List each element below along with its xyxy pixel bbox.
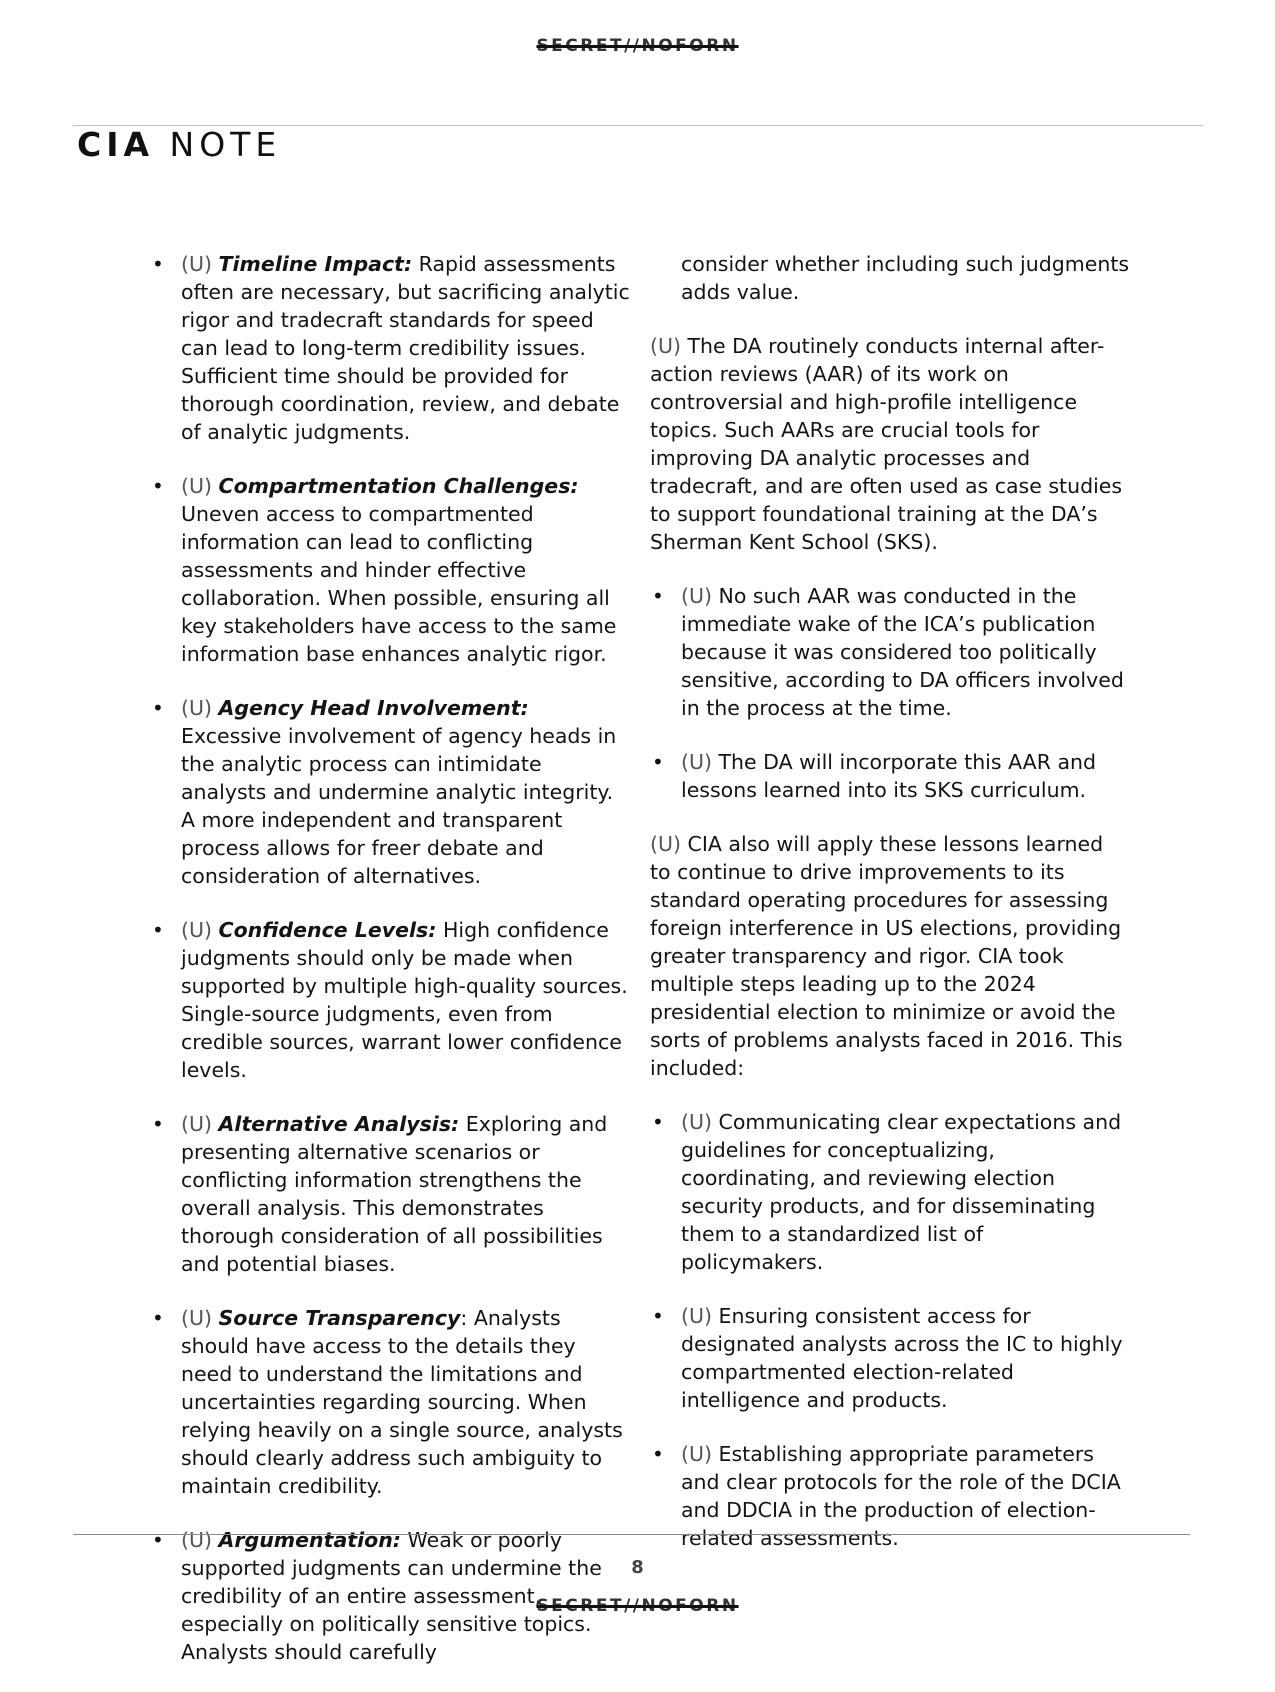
paragraph-text: CIA also will apply these lessons learned to continue to drive improvements to its standard operating procedures for assessing foreign interference in US elections, providing greater transparency and rigor. CIA took multiple steps leading up to the 2024 presidential election to minimize or avoid the sorts of problems analysts faced in 2016. This included: [650,832,1123,1080]
bullet-text: Establishing appropriate parameters and clear protocols for the role of the DCIA and DDCIA in the production of election-related assessments. [681,1442,1121,1550]
classification-marking: (U) [650,334,682,358]
bullet-item [150,250,630,446]
classification-marking: (U) [181,696,213,720]
masthead [77,125,281,164]
classification-marking: (U) [681,1304,713,1328]
right-column [650,250,1130,1578]
left-column [150,250,630,1692]
bullet-title: Argumentation: [218,1528,401,1552]
bullet-title: Confidence Levels: [218,918,437,942]
bullet-item [650,1302,1130,1414]
bullet-icon: • [652,750,664,774]
bullet-text: : Analysts should have access to the details they need to understand the limitations and uncertainties regarding sourcing. When relying heavily on a single source, analysts should clearly address such ambiguity to maintain credibility. [181,1306,623,1498]
bullet-text: Rapid assessments often are necessary, but sacrificing analytic rigor and tradecraft standards for speed can lead to long-term credibility issues. Sufficient time should be provided for thorough coordination, review, and debate of analytic judgments. [181,252,630,444]
bullet-icon: • [152,252,164,276]
bullet-text: Weak or poorly supported judgments can undermine the credibility of an entire assessment, especially on politically sensitive topics. Analysts should carefully [181,1528,602,1664]
bullet-title: Alternative Analysis: [218,1112,460,1136]
bullet-item [150,472,630,668]
paragraph [650,332,1130,556]
bullet-title: Compartmentation Challenges: [218,474,579,498]
bullet-icon: • [152,474,164,498]
bullet-icon: • [652,1304,664,1328]
classification-marking: (U) [181,1112,213,1136]
bullet-item [150,1304,630,1500]
classification-marking: (U) [181,1306,213,1330]
classification-marking: (U) [681,1110,713,1134]
continued-bullet-text: consider whether including such judgments adds value. [681,252,1130,304]
bullet-text: Ensuring consistent access for designated analysts across the IC to highly compartmented election-related intelligence and products. [681,1304,1123,1412]
footer-rule [73,1534,1190,1535]
classification-marking: (U) [181,252,213,276]
bullet-icon: • [152,1528,164,1552]
bullet-item [150,1110,630,1278]
bullet-icon: • [152,1306,164,1330]
bullet-item [650,582,1130,722]
bullet-icon: • [652,1110,664,1134]
masthead-light: NOTE [169,125,282,164]
bullet-title: Timeline Impact: [218,252,413,276]
page-number: 8 [631,1557,644,1578]
bullet-icon: • [652,584,664,608]
classification-marking: (U) [681,750,713,774]
classification-banner-top: SECRET//NOFORN [536,36,739,56]
bullet-text: Exploring and presenting alternative scenarios or conflicting information strengthens the overall analysis. This demonstrates thorough consideration of all possibilities and potential biases. [181,1112,608,1276]
bullet-text: No such AAR was conducted in the immediate wake of the ICA’s publication because it was considered too politically sensitive, according to DA officers involved in the process at the time. [681,584,1124,720]
bullet-item [150,694,630,890]
bullet-title: Source Transparency [218,1306,461,1330]
classification-marking: (U) [181,1528,213,1552]
bullet-item [650,1440,1130,1552]
classification-banner-bottom: SECRET//NOFORN [536,1596,739,1616]
classification-marking: (U) [181,474,213,498]
paragraph [650,830,1130,1082]
masthead-bold: CIA [77,125,155,164]
classification-marking: (U) [681,1442,713,1466]
paragraph-text: The DA routinely conducts internal after-action reviews (AAR) of its work on controversial and high-profile intelligence topics. Such AARs are crucial tools for improving DA analytic processes and tradecraft, and are often used as case studies to support foundational training at the DA’s Sherman Kent School (SKS). [650,334,1123,554]
classification-marking: (U) [650,832,682,856]
bullet-text: The DA will incorporate this AAR and lessons learned into its SKS curriculum. [681,750,1097,802]
bullet-icon: • [152,696,164,720]
bullet-text: Excessive involvement of agency heads in the analytic process can intimidate analysts and undermine analytic integrity. A more independent and transparent process allows for freer debate and consideration of alternatives. [181,724,617,888]
bullet-item [650,748,1130,804]
bullet-icon: • [652,1442,664,1466]
bullet-text: Uneven access to compartmented information can lead to conflicting assessments and hinder effective collaboration. When possible, ensuring all key stakeholders have access to the same information base enhances analytic rigor. [181,502,617,666]
bullet-icon: • [152,918,164,942]
bullet-icon: • [152,1112,164,1136]
bullet-text: Communicating clear expectations and guidelines for conceptualizing, coordinating, and reviewing election security products, and for disseminating them to a standardized list of policymakers. [681,1110,1122,1274]
bullet-title: Agency Head Involvement: [218,696,529,720]
classification-marking: (U) [681,584,713,608]
classification-marking: (U) [181,918,213,942]
bullet-item [650,1108,1130,1276]
bullet-text: High confidence judgments should only be made when supported by multiple high-quality sources. Single-source judgments, even from credible sources, warrant lower confidence levels. [181,918,628,1082]
bullet-item [150,916,630,1084]
